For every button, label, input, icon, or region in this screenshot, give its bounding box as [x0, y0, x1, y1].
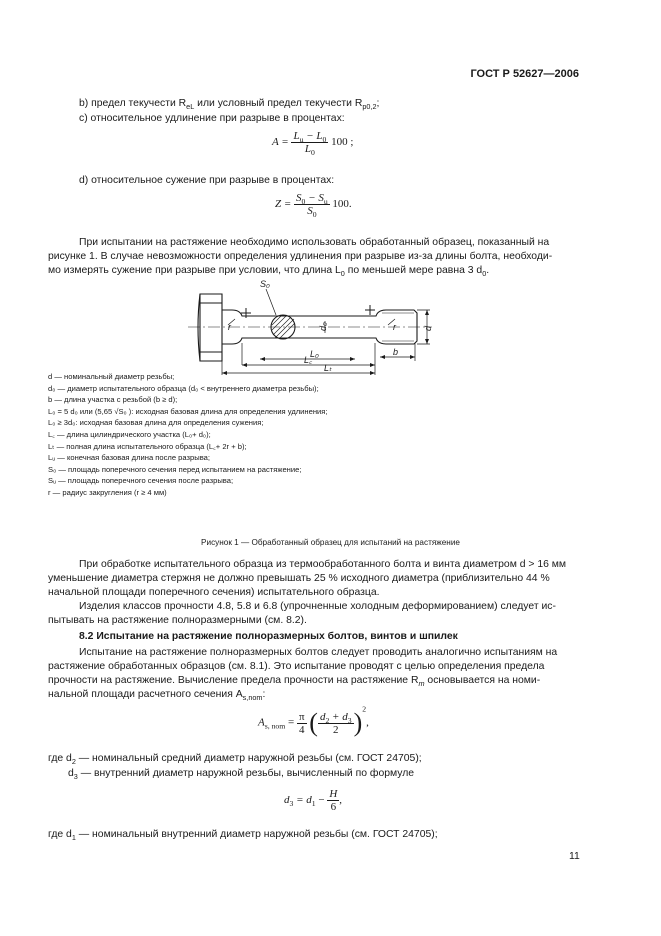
legend-item: S₀ — площадь поперечного сечения перед испытанием на растяжение;	[48, 464, 302, 474]
figure-caption: Рисунок 1 — Обработанный образец для испытаний на растяжение	[201, 538, 460, 547]
legend-item: Lₜ — полная длина испытательного образца (L꜀+ 2r + b);	[48, 441, 247, 451]
bolt-head	[200, 294, 222, 361]
label-l0: L₀	[310, 349, 319, 359]
formula-elongation: A = $\frac{L_u - L_0}{L_0}$ 100 ;	[272, 130, 354, 158]
legend-item: b — длина участка с резьбой (b ≥ d);	[48, 395, 178, 405]
legend-item: d — номинальный диаметр резьбы;	[48, 372, 175, 381]
legend-item: Lᵤ — конечная базовая длина после разрыва;	[48, 453, 210, 463]
para4-line2: растяжение обработанных образцов (см. 8.1). Это испытание проводят с целью определения предела	[48, 661, 545, 672]
legend-item: L꜀ — длина цилиндрического участка (L₀+ d₀);	[48, 429, 211, 439]
where-d1: где $d_1$ — номинальный внутренний диаметр наружной резьбы (см. ГОСТ 24705);	[48, 829, 438, 843]
para3-line2: пытывать на растяжение полноразмерными (см. 8.2).	[48, 615, 307, 626]
para4-line3: прочности на растяжение. Вычисление предела прочности на растяжение $R_m$ основывается на номи-	[48, 675, 541, 689]
section-title: 8.2 Испытание на растяжение полноразмерных болтов, винтов и шпилек	[79, 631, 458, 642]
where-d2: где $d_2$ — номинальный средний диаметр наружной резьбы (см. ГОСТ 24705);	[48, 753, 422, 767]
item-b: b) предел текучести $R_{eL}$ или условный предел текучести $R_{p0,2}$;	[79, 98, 380, 112]
legend-item: L₀ = 5 d₀ или (5,65 √S₀ ): исходная базовая длина для определения удлинения;	[48, 406, 328, 416]
item-d: d) относительное сужение при разрыве в процентах:	[79, 175, 335, 186]
para3-line1: Изделия классов прочности 4.8, 5.8 и 6.8 (упрочненные холодным деформированием) следует ис-	[79, 601, 556, 612]
document-code: ГОСТ Р 52627—2006	[470, 68, 579, 80]
legend-item: L₀ ≥ 3d₀: исходная базовая длина для определения сужения;	[48, 418, 264, 428]
formula-reduction: Z = $\frac{S_0 - S_u}{S_0}$ 100.	[275, 192, 352, 220]
para1-line1: При испытании на растяжение необходимо использовать обработанный образец, показанный на	[79, 237, 550, 248]
item-c: c) относительное удлинение при разрыве в процентах:	[79, 113, 345, 124]
label-lt: Lₜ	[324, 363, 332, 373]
label-s0: S₀	[260, 279, 270, 289]
label-d: d	[423, 325, 433, 331]
para2-line2: уменьшение диаметра стержня не должно превышать 25 % исходного диаметра (приблизительно 44 %	[48, 573, 550, 584]
para2-line1: При обработке испытательного образца из термообработанного болта и винта диаметром d > 16 мм	[79, 559, 567, 570]
label-r-right: r	[393, 322, 396, 332]
para4-line1: Испытание на растяжение полноразмерных болтов следует проводить аналогично испытаниям на	[79, 647, 558, 658]
label-d0: d₀	[318, 322, 328, 331]
label-b: b	[393, 347, 399, 357]
label-r-left: r	[228, 322, 231, 332]
legend-item: Sᵤ — площадь поперечного сечения после разрыва;	[48, 476, 234, 486]
para2-line3: начальной площади поперечного сечения) испытательного образца.	[48, 587, 380, 598]
para4-line4: нальной площади расчетного сечения $A_{s,nom}$:	[48, 689, 266, 703]
label-lc: L꜀	[304, 355, 313, 365]
page-number: 11	[569, 851, 580, 862]
where-d3: $d_3$ — внутренний диаметр наружной резьбы, вычисленный по формуле	[68, 768, 415, 782]
formula-d3: $d_3 = d_1$ − $\frac{H}{6}$ ,	[284, 788, 343, 813]
legend-item: r — радиус закругления (r ≥ 4 мм)	[48, 487, 167, 497]
para1-line2: рисунке 1. В случае невозможности определения удлинения при разрыве из-за длины болта, необходи-	[48, 251, 553, 262]
formula-stress-area: $A_{s, nom}$ = $\frac{\pi}{4}$ ( $\frac{d_2 + d_3}{2}$ )$^2$,	[258, 704, 369, 737]
legend	[48, 371, 328, 499]
legend-item: d₀ — диаметр испытательного образца (d₀ < внутреннего диаметра резьбы);	[48, 383, 319, 393]
specimen-drawing	[180, 277, 450, 375]
para1-line3: мо измерять сужение при разрыве при условии, что длина $L_0$ по меньшей мере равна 3 $d_0$.	[48, 265, 490, 279]
